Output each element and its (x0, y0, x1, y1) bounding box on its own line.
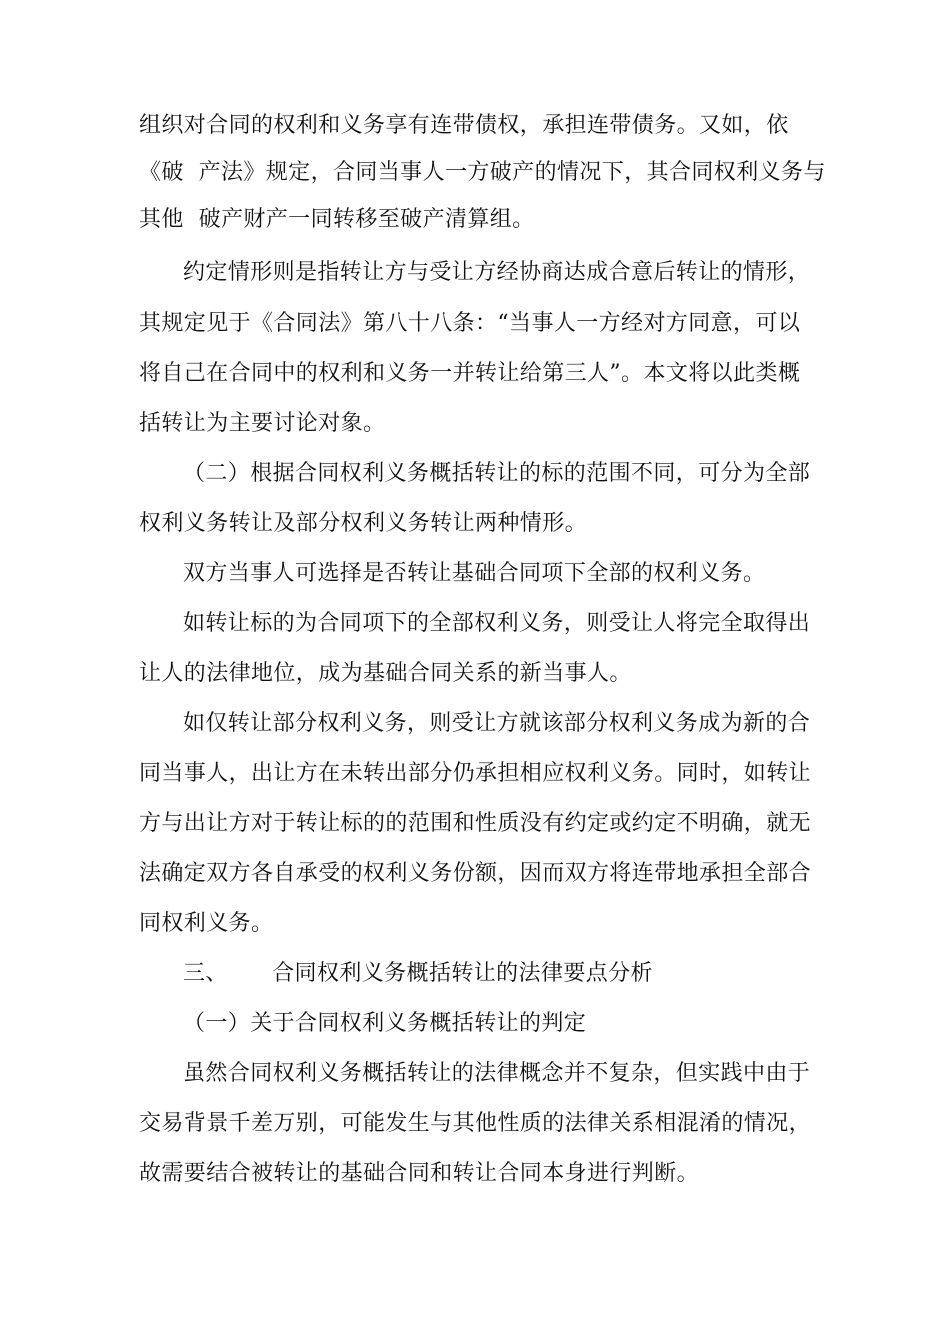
text-line: 故需要结合被转让的基础合同和转让合同本身进行判断。 (139, 1161, 700, 1186)
text-line: 《破 产法》规定，合同当事人一方破产的情况下，其合同权利义务与 (139, 160, 826, 185)
text-line: 如仅转让部分权利义务，则受让方就该部分权利义务成为新的合 (183, 711, 811, 736)
text-line: 如转让标的为合同项下的全部权利义务，则受让人将完全取得出 (183, 611, 811, 636)
text-line: 法确定双方各自承受的权利义务份额，因而双方将连带地承担全部合 (139, 861, 812, 886)
text-line: 让人的法律地位，成为基础合同关系的新当事人。 (139, 661, 632, 686)
text-line: 同当事人，出让方在未转出部分仍承担相应权利义务。同时，如转让 (139, 761, 812, 786)
text-line: 其规定见于《合同法》第八十八条：“当事人一方经对方同意，可以 (139, 311, 801, 336)
text-line: 括转让为主要讨论对象。 (139, 411, 386, 436)
text-line: 组织对合同的权利和义务享有连带债权，承担连带债务。又如，依 (139, 113, 789, 138)
text-line: 方与出让方对于转让标的的范围和性质没有约定或约定不明确，就无 (139, 811, 812, 836)
subsection-heading: （一）关于合同权利义务概括转让的判定 (183, 1011, 587, 1036)
text-line: （二）根据合同权利义务概括转让的标的范围不同，可分为全部 (183, 461, 811, 486)
text-line: 交易背景千差万别，可能发生与其他性质的法律关系相混淆的情况， (139, 1111, 812, 1136)
section-heading: 三、 合同权利义务概括转让的法律要点分析 (183, 961, 653, 986)
text-line: 权利义务转让及部分权利义务转让两种情形。 (139, 511, 588, 536)
text-line: 双方当事人可选择是否转让基础合同项下全部的权利义务。 (183, 561, 766, 586)
text-line: 同权利义务。 (139, 911, 274, 936)
text-line: 其他 破产财产一同转移至破产清算组。 (139, 207, 535, 232)
text-line: 将自己在合同中的权利和义务一并转让给第三人”。本文将以此类概 (139, 361, 801, 386)
text-line: 约定情形则是指转让方与受让方经协商达成合意后转让的情形， (183, 260, 811, 285)
text-line: 虽然合同权利义务概括转让的法律概念并不复杂，但实践中由于 (183, 1061, 811, 1086)
